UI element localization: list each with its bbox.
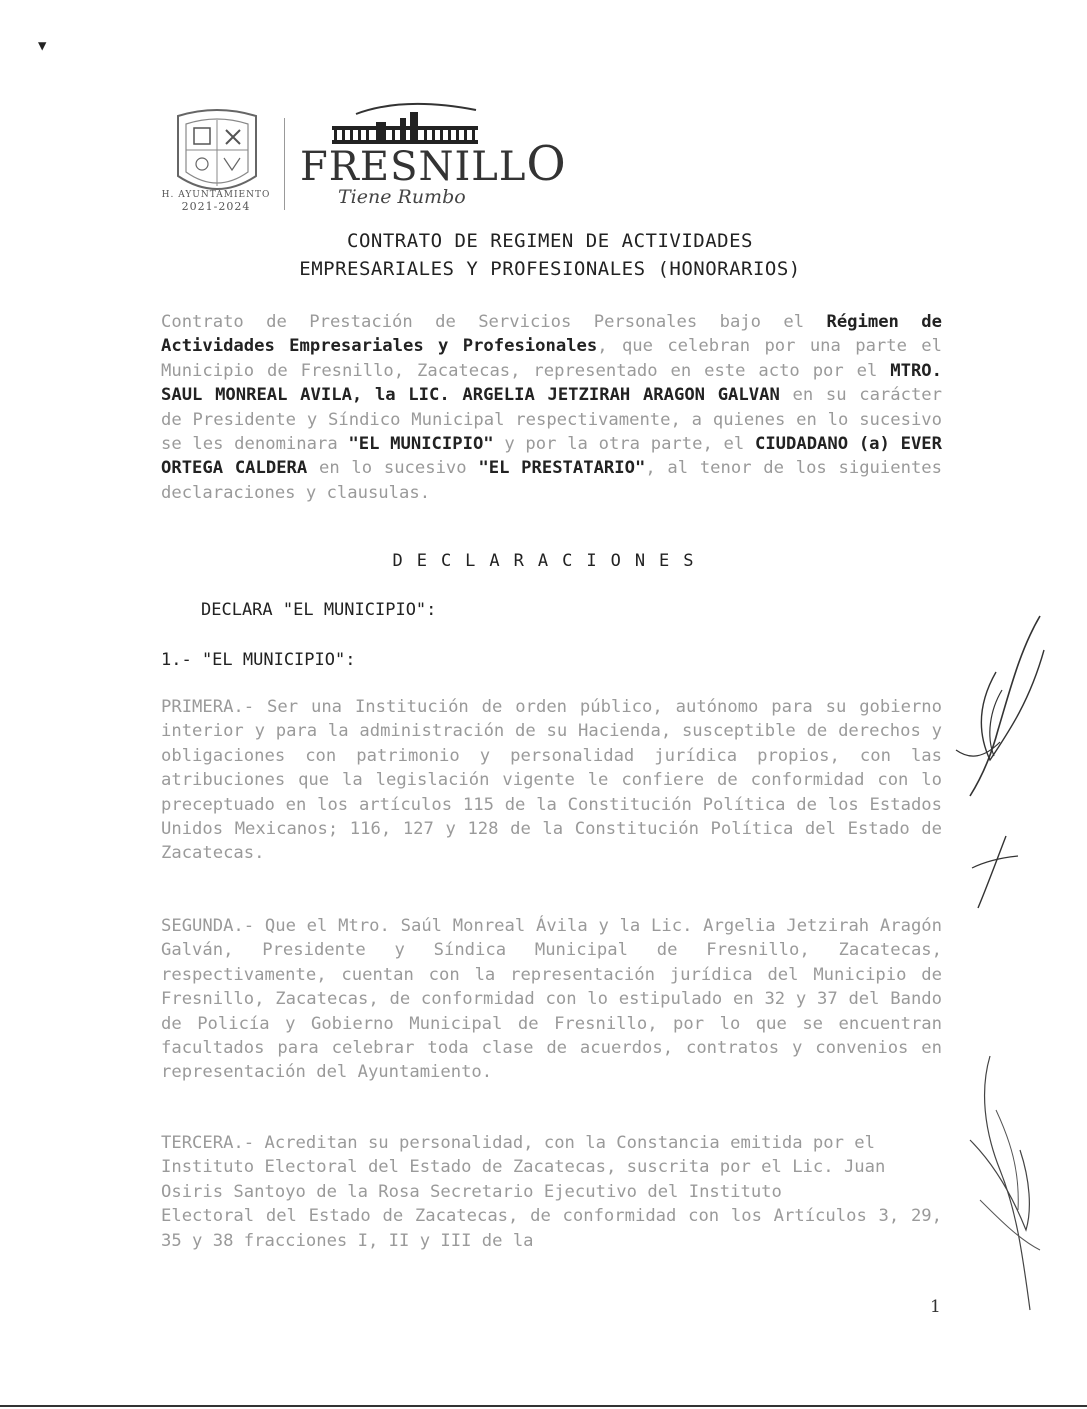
margin-signature-2 <box>960 1050 1050 1320</box>
page-bottom-edge <box>0 1405 1087 1407</box>
clause-primera: PRIMERA.- Ser una Institución de orden público, autónomo para su gobierno interior y para la administración de su Hacienda, susceptible de derechos y obligaciones con patrimonio y personalidad jurídica propios, con las atribuciones que la legislación vigente le confiere de conformidad con lo preceptuado en los artículos 115 de la Constitución Política de los Estados Unidos Mexicanos; 116, 127 y 128 de la Constitución Política del Estado de Zacatecas. <box>161 697 942 864</box>
contract-title-line1: CONTRATO DE REGIMEN DE ACTIVIDADES <box>347 230 753 252</box>
margin-initials <box>966 832 1026 912</box>
brand-tagline: Tiene Rumbo <box>338 186 466 208</box>
intro-paragraph: Contrato de Prestación de Servicios Personales bajo el Régimen de Actividades Empresariales y Profesionales, que celebran por una parte el Municipio de Fresnillo, Zacatecas, representado en este acto por el MTRO. SAUL MONREAL AVILA, la LIC. ARGELIA JETZIRAH ARAGON GALVAN en su carácter de Presidente y Síndico Municipal respectivamente, a quienes en lo sucesivo se les denominara "EL MUNICIPIO" y por la otra parte, el CIUDADANO (a) EVER ORTEGA CALDERA en lo sucesivo "EL PRESTATARIO", al tenor de los siguientes declaraciones y clausulas. <box>161 312 942 503</box>
contract-title-line2: EMPRESARIALES Y PROFESIONALES (HONORARIOS) <box>299 258 801 280</box>
logo-divider <box>284 118 285 210</box>
margin-signature-1 <box>950 610 1060 800</box>
item-one-heading: 1.- "EL MUNICIPIO": <box>161 650 356 670</box>
clause-segunda: SEGUNDA.- Que el Mtro. Saúl Monreal Ávila y la Lic. Argelia Jetzirah Aragón Galván, Presidente y Síndica Municipal de Fresnillo, Zacatecas, respectivamente, cuentan con la representación jurídica del Municipio de Fresnillo, Zacatecas, de conformidad con lo estipulado en 32 y 37 del Bando de Policía y Gobierno Municipal de Fresnillo, por lo que se encuentran facultados para celebrar toda clase de acuerdos, contratos y convenios en representación del Ayuntamiento. <box>161 916 942 1083</box>
seal-label: H. AYUNTAMIENTO 2021-2024 <box>161 190 271 213</box>
page-number: 1 <box>930 1297 941 1317</box>
corner-mark: ▼ <box>38 38 47 54</box>
clause-tercera: TERCERA.- Acreditan su personalidad, con la Constancia emitida por el Instituto Electoral del Estado de Zacatecas, suscrita por el Lic. Juan Osiris Santoyo de la Rosa Secretario Ejecutivo del Instituto Electoral del Estado de Zacatecas, de conformidad con los Artículos 3, 29, 35 y 38 fracciones I, II y III de la <box>161 1133 942 1251</box>
brand-name: FRESNILLO <box>300 136 567 192</box>
declara-municipio-heading: DECLARA "EL MUNICIPIO": <box>201 600 437 620</box>
declaraciones-heading: DECLARACIONES <box>392 551 708 571</box>
